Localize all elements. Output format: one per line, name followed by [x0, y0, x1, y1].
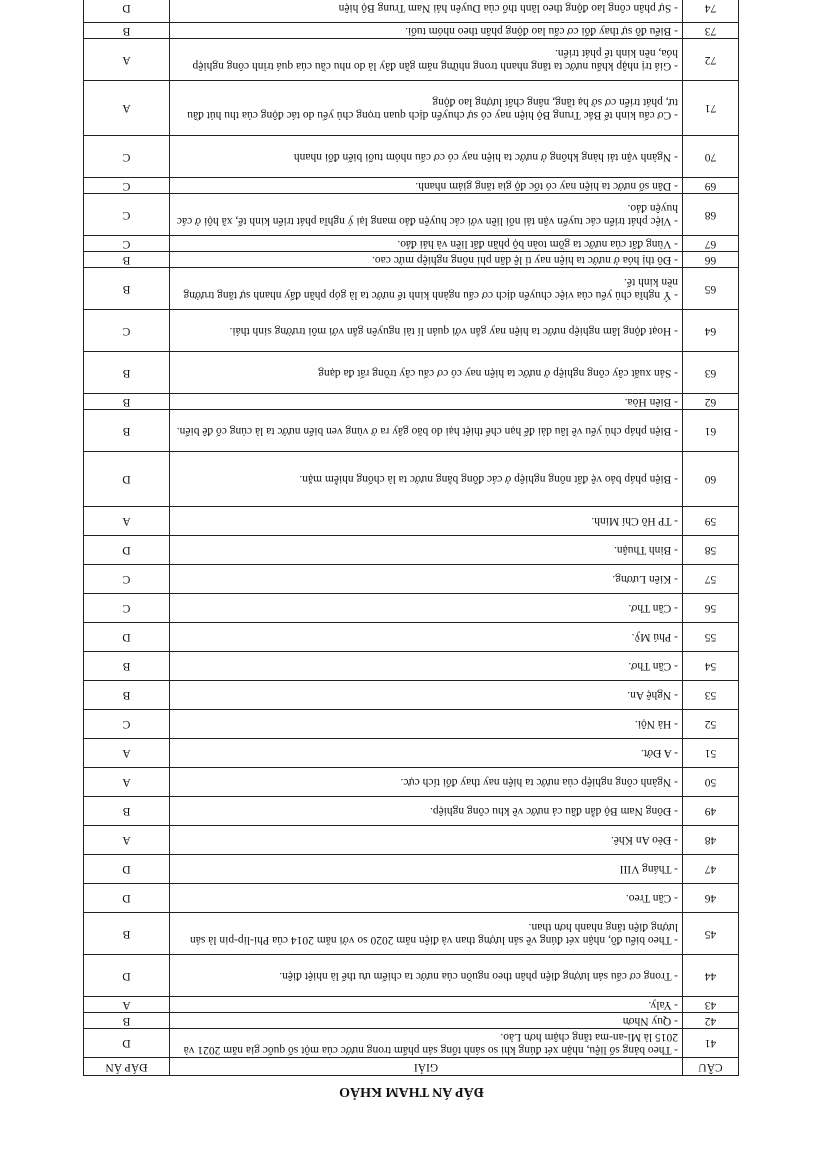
answer-letter: A	[84, 739, 170, 768]
page-title: ĐÁP ÁN THAM KHẢO	[339, 1084, 484, 1099]
answer-letter: D	[84, 623, 170, 652]
header-question: CÂU	[683, 1058, 739, 1076]
table-row	[84, 236, 739, 252]
table-row	[84, 623, 739, 652]
question-number: 53	[683, 681, 739, 710]
solution-text: - Cần Treo.	[170, 884, 683, 913]
answer-rows	[84, 0, 739, 1058]
solution-text: - Ý nghĩa chủ yếu của việc chuyển dịch cơ cấu ngành kinh tế nước ta là góp phần đẩy nhanh sự tăng trưởng nền kinh tế.	[170, 268, 683, 310]
answer-letter: B	[84, 252, 170, 268]
answer-letter: C	[84, 594, 170, 623]
table-row	[84, 410, 739, 452]
table-row	[84, 652, 739, 681]
table-row	[84, 681, 739, 710]
question-number: 69	[683, 178, 739, 194]
answer-letter: C	[84, 236, 170, 252]
solution-text: - Biên Hòa.	[170, 394, 683, 410]
table-row	[84, 352, 739, 394]
solution-text: - Việc phát triển các tuyến vận tải nối liền với các huyện đảo mang lại ý nghĩa phát triển kinh tế, xã hội ở các huyện đảo.	[170, 194, 683, 236]
question-number: 49	[683, 797, 739, 826]
question-number: 74	[683, 0, 739, 23]
table-row	[84, 826, 739, 855]
solution-text: - Đông Nam Bộ dẫn đầu cả nước về khu công nghiệp.	[170, 797, 683, 826]
solution-text: - Yaly.	[170, 997, 683, 1013]
answer-document	[84, 0, 739, 1106]
solution-text: - Theo bảng số liệu, nhận xét đúng khi so sánh tổng sản phẩm trong nước của một số quốc gia năm 2021 và 2015 là Mi-an-ma tăng chậm hơn Lào.	[170, 1029, 683, 1058]
question-number: 61	[683, 410, 739, 452]
solution-text: - Quy Nhơn	[170, 1013, 683, 1029]
table-row	[84, 0, 739, 23]
question-number: 45	[683, 913, 739, 955]
solution-text: - Sản xuất cây công nghiệp ở nước ta hiện nay có cơ cấu cây trồng rất đa dạng	[170, 352, 683, 394]
answer-letter: C	[84, 136, 170, 178]
solution-text: - TP Hồ Chí Minh.	[170, 507, 683, 536]
answer-letter: B	[84, 352, 170, 394]
table-row	[84, 997, 739, 1013]
table-row	[84, 884, 739, 913]
solution-text: - Trong cơ cấu sản lượng điện phân theo nguồn của nước ta chiếm ưu thế là nhiệt điện.	[170, 955, 683, 997]
question-number: 65	[683, 268, 739, 310]
answer-letter: B	[84, 652, 170, 681]
table-row	[84, 39, 739, 81]
answer-letter: C	[84, 178, 170, 194]
answer-letter: B	[84, 797, 170, 826]
table-row	[84, 565, 739, 594]
question-number: 66	[683, 252, 739, 268]
answer-letter: A	[84, 826, 170, 855]
solution-text: - Đô thị hóa ở nước ta hiện nay tỉ lệ dân phi nông nghiệp mức cao.	[170, 252, 683, 268]
solution-text: - Cần Thơ.	[170, 594, 683, 623]
answer-letter: B	[84, 1013, 170, 1029]
answer-letter: D	[84, 452, 170, 507]
solution-text: - Bình Thuận.	[170, 536, 683, 565]
solution-text: - Cơ cấu kinh tế Bắc Trung Bộ hiện nay có sự chuyển dịch quan trọng chủ yếu do tác động của thu hút đầu tư, phát triển cơ sở hạ tầng, nâng chất lượng lao động	[170, 81, 683, 136]
question-number: 51	[683, 739, 739, 768]
solution-text: - Đèo An Khê.	[170, 826, 683, 855]
solution-text: - Biểu đồ sự thay đổi cơ cấu lao động phân theo nhóm tuổi.	[170, 23, 683, 39]
question-number: 58	[683, 536, 739, 565]
question-number: 44	[683, 955, 739, 997]
table-row	[84, 1013, 739, 1029]
table-row	[84, 536, 739, 565]
answer-letter: D	[84, 0, 170, 23]
question-number: 52	[683, 710, 739, 739]
question-number: 47	[683, 855, 739, 884]
question-number: 68	[683, 194, 739, 236]
table-row	[84, 710, 739, 739]
question-number: 42	[683, 1013, 739, 1029]
solution-text: - Hoạt động lâm nghiệp nước ta hiện nay gắn với quản lí tài nguyên gắn với môi trường sinh thái.	[170, 310, 683, 352]
table-row	[84, 310, 739, 352]
solution-text: - Giá trị nhập khẩu nước ta tăng nhanh trong những năm gần đây là do nhu cầu của quá trình công nghiệp hóa, nền kinh tế phát triển.	[170, 39, 683, 81]
solution-text: - A Đớt.	[170, 739, 683, 768]
question-number: 63	[683, 352, 739, 394]
table-row	[84, 252, 739, 268]
solution-text: - Tháng VIII	[170, 855, 683, 884]
table-row	[84, 739, 739, 768]
question-number: 48	[683, 826, 739, 855]
table-row	[84, 507, 739, 536]
solution-text: - Biện pháp chủ yếu về lâu dài để hạn chế thiệt hại do bão gây ra ở vùng ven biển nước ta là củng cố đê biển.	[170, 410, 683, 452]
question-number: 62	[683, 394, 739, 410]
table-row	[84, 855, 739, 884]
question-number: 70	[683, 136, 739, 178]
answer-letter: C	[84, 310, 170, 352]
question-number: 64	[683, 310, 739, 352]
answer-letter: B	[84, 23, 170, 39]
solution-text: - Phú Mỹ.	[170, 623, 683, 652]
table-row	[84, 955, 739, 997]
answer-letter: D	[84, 884, 170, 913]
question-number: 54	[683, 652, 739, 681]
question-number: 55	[683, 623, 739, 652]
header-answer: ĐÁP ÁN	[84, 1058, 170, 1076]
solution-text: - Hà Nội.	[170, 710, 683, 739]
solution-text: - Sự phân công lao động theo lãnh thổ của Duyên hải Nam Trung Bộ hiện	[170, 0, 683, 23]
answer-letter: D	[84, 855, 170, 884]
question-number: 57	[683, 565, 739, 594]
table-row	[84, 797, 739, 826]
answer-letter: D	[84, 955, 170, 997]
question-number: 56	[683, 594, 739, 623]
table-row	[84, 394, 739, 410]
solution-text: - Ngành công nghiệp của nước ta hiện nay thay đổi tích cực.	[170, 768, 683, 797]
answer-letter: B	[84, 268, 170, 310]
answer-letter: C	[84, 565, 170, 594]
table-row	[84, 268, 739, 310]
question-number: 67	[683, 236, 739, 252]
table-row	[84, 768, 739, 797]
question-number: 43	[683, 997, 739, 1013]
answer-letter: A	[84, 507, 170, 536]
question-number: 41	[683, 1029, 739, 1058]
table-row	[84, 913, 739, 955]
answer-letter: B	[84, 394, 170, 410]
table-row	[84, 136, 739, 178]
answer-table	[83, 0, 739, 1076]
header-solution: GIẢI	[170, 1058, 683, 1076]
solution-text: - Biện pháp bảo vệ đất nông nghiệp ở các đồng bằng nước ta là chống nhiễm mặn.	[170, 452, 683, 507]
header-row	[84, 1058, 739, 1076]
solution-text: - Cần Thơ.	[170, 652, 683, 681]
question-number: 59	[683, 507, 739, 536]
table-row	[84, 594, 739, 623]
table-row	[84, 178, 739, 194]
answer-letter: B	[84, 410, 170, 452]
answer-letter: D	[84, 1029, 170, 1058]
question-number: 72	[683, 39, 739, 81]
table-row	[84, 81, 739, 136]
answer-letter: A	[84, 39, 170, 81]
answer-letter: B	[84, 913, 170, 955]
answer-letter: B	[84, 681, 170, 710]
question-number: 73	[683, 23, 739, 39]
table-row	[84, 1029, 739, 1058]
solution-text: - Nghệ An.	[170, 681, 683, 710]
table-row	[84, 452, 739, 507]
question-number: 50	[683, 768, 739, 797]
solution-text: - Theo biểu đồ, nhận xét đúng về sản lượng than và điện năm 2020 so với năm 2014 của Phi-lip-pin là sản lượng điện tăng nhanh hơn than.	[170, 913, 683, 955]
solution-text: - Dân số nước ta hiện nay có tốc độ gia tăng giảm nhanh.	[170, 178, 683, 194]
question-number: 71	[683, 81, 739, 136]
solution-text: - Ngành vận tải hàng không ở nước ta hiện nay có cơ cấu nhóm tuổi biến đổi nhanh	[170, 136, 683, 178]
answer-letter: D	[84, 536, 170, 565]
answer-letter: C	[84, 194, 170, 236]
solution-text: - Kiên Lương.	[170, 565, 683, 594]
question-number: 46	[683, 884, 739, 913]
question-number: 60	[683, 452, 739, 507]
answer-letter: A	[84, 768, 170, 797]
solution-text: - Vùng đất của nước ta gồm toàn bộ phần đất liền và hải đảo.	[170, 236, 683, 252]
answer-letter: A	[84, 81, 170, 136]
answer-letter: A	[84, 997, 170, 1013]
answer-letter: C	[84, 710, 170, 739]
table-row	[84, 194, 739, 236]
table-row	[84, 23, 739, 39]
